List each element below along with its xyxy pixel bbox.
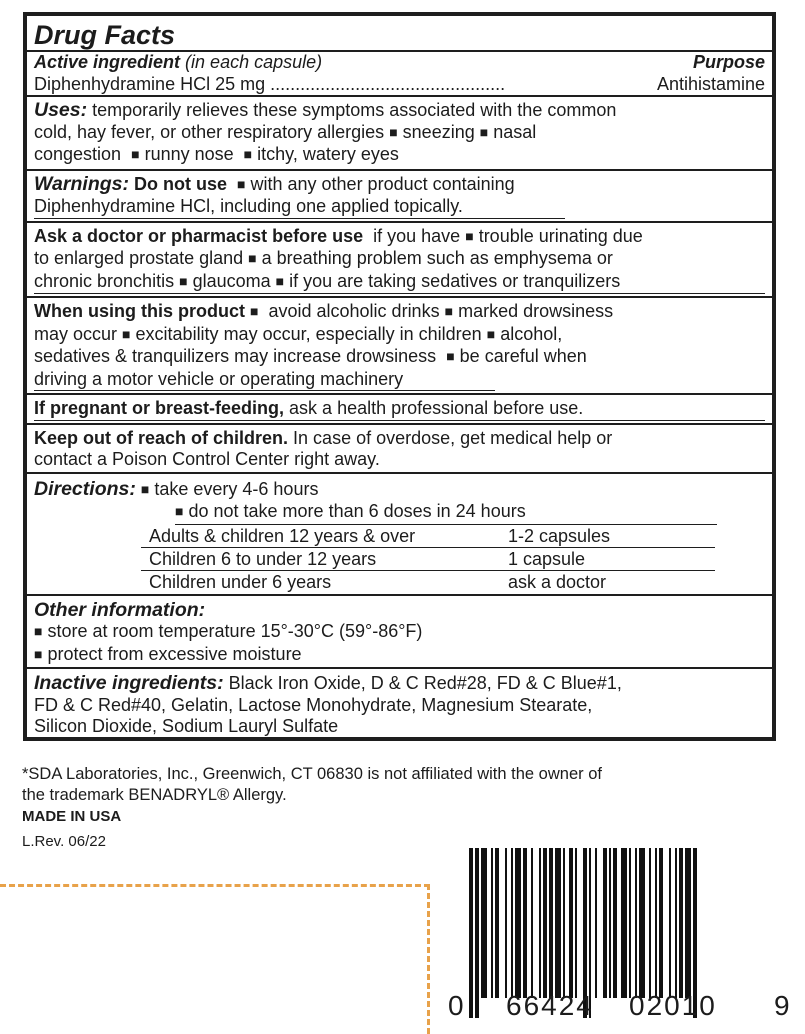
active-ingredient-label: Active ingredient — [34, 52, 181, 72]
barcode-bar — [603, 848, 607, 998]
directions-step-2: do not take more than 6 doses in 24 hours — [188, 501, 526, 521]
when-using-heading: When using this product — [34, 301, 245, 321]
dosage-amount: 1-2 capsules — [508, 525, 611, 546]
uses-nasal: nasal — [493, 121, 537, 142]
bullet-square: ■ — [486, 325, 496, 342]
table-row — [141, 548, 715, 571]
keep-out-line-1: In case of overdose, get medical help or — [293, 427, 613, 448]
pregnant-text: ask a health professional before use. — [289, 398, 584, 418]
upc-barcode — [444, 840, 794, 1024]
barcode-bar — [613, 848, 617, 998]
dashed-cut-line — [0, 884, 430, 1034]
purpose-value: Antihistamine — [656, 73, 765, 94]
bullet-square: ■ — [479, 123, 489, 140]
ask-doctor-urinating: trouble urinating due — [478, 225, 643, 246]
bullet-square: ■ — [34, 645, 43, 662]
uses-congestion: congestion — [34, 144, 122, 164]
table-row — [141, 571, 715, 593]
keep-out-line-2: contact a Poison Control Center right away. — [34, 449, 380, 469]
barcode-bar — [495, 848, 499, 998]
barcode-bar — [595, 848, 597, 998]
made-in-usa: MADE IN USA — [22, 808, 122, 825]
do-not-use-line-1: with any other product containing — [250, 173, 515, 194]
barcode-bar — [669, 848, 671, 998]
barcode-bar — [685, 848, 691, 998]
barcode-bar — [539, 848, 541, 998]
ask-doctor-prostate: to enlarged prostate gland — [34, 248, 244, 268]
barcode-right-digit: 9 — [774, 990, 790, 1021]
bullet-square: ■ — [389, 123, 398, 140]
barcode-bar — [675, 848, 677, 998]
dosage-amount: 1 capsule — [508, 548, 586, 569]
inactive-ingredients-heading: Inactive ingredients: — [34, 672, 224, 694]
active-ingredient-name: Diphenhydramine HCl 25 mg — [34, 73, 266, 94]
barcode-bar — [659, 848, 663, 998]
when-using-driving: driving a motor vehicle or operating machinery — [34, 368, 404, 389]
barcode-bar — [475, 848, 479, 1018]
ask-doctor-bronchitis: chronic bronchitis — [34, 270, 175, 291]
when-using-alcohol: avoid alcoholic drinks — [268, 301, 440, 321]
dosage-who: Children under 6 years — [149, 571, 332, 592]
directions-section — [27, 474, 772, 596]
purpose-label: Purpose — [692, 52, 765, 72]
barcode-bar — [543, 848, 547, 998]
ask-doctor-glaucoma: glaucoma — [192, 270, 271, 291]
barcode-bar — [531, 848, 533, 998]
barcode-bar — [481, 848, 487, 998]
inactive-line-3: Silicon Dioxide, Sodium Lauryl Sulfate — [34, 716, 339, 736]
when-using-excitability: excitability may occur, especially in children — [135, 323, 482, 344]
do-not-use-heading: Do not use — [134, 173, 227, 194]
bullet-square: ■ — [446, 348, 455, 364]
drug-facts-panel — [23, 12, 776, 741]
barcode-bars — [469, 848, 769, 998]
active-ingredient-qualifier: (in each capsule) — [185, 52, 323, 72]
barcode-bar — [563, 848, 565, 998]
barcode-bar — [511, 848, 513, 998]
ask-doctor-intro: if you have — [373, 225, 461, 246]
when-using-alcohol-2: alcohol, — [500, 323, 563, 344]
warnings-section — [27, 171, 772, 474]
inactive-line-1: Black Iron Oxide, D & C Red#28, FD & C Blue#1, — [228, 673, 622, 693]
barcode-bar — [505, 848, 507, 998]
when-using-drowsiness: marked drowsiness — [458, 301, 614, 321]
other-info-moisture: protect from excessive moisture — [47, 643, 302, 664]
keep-out-heading: Keep out of reach of children. — [34, 427, 289, 448]
bullet-square: ■ — [237, 175, 246, 192]
revision-label: L.Rev. 06/22 — [22, 833, 106, 850]
ask-doctor-heading: Ask a doctor or pharmacist before use — [34, 225, 364, 246]
barcode-bar — [523, 848, 527, 998]
manufacturer-footer — [22, 764, 792, 852]
drug-facts-title: Drug Facts — [34, 20, 176, 50]
other-information-heading: Other information: — [34, 598, 206, 621]
barcode-bar — [555, 848, 561, 998]
barcode-bar — [609, 848, 611, 998]
do-not-use-line-2: Diphenhydramine HCl, including one applied topically. — [34, 196, 463, 216]
barcode-bar — [649, 848, 651, 998]
barcode-group-2: 02010 — [629, 990, 717, 1021]
bullet-square: ■ — [248, 250, 257, 266]
bullet-square: ■ — [34, 623, 43, 639]
bullet-square: ■ — [131, 146, 140, 162]
table-row — [141, 525, 715, 548]
uses-runny-nose: runny nose — [144, 144, 234, 164]
other-information-section — [27, 596, 772, 670]
uses-line-2: cold, hay fever, or other respiratory allergies — [34, 121, 385, 142]
dosage-who: Adults & children 12 years & over — [149, 525, 416, 546]
barcode-bar — [469, 848, 473, 1018]
bullet-square: ■ — [122, 325, 131, 342]
barcode-left-digit: 0 — [448, 990, 464, 1021]
barcode-bar — [635, 848, 637, 998]
barcode-group-1: 66424 — [506, 990, 594, 1021]
dosage-who: Children 6 to under 12 years — [149, 548, 377, 569]
disclaimer-line-2: the trademark BENADRYL® Allergy. — [22, 786, 287, 804]
other-info-storage: store at room temperature 15°-30°C (59°-86°F) — [47, 621, 423, 641]
inactive-ingredients-section — [27, 669, 772, 738]
barcode-bar — [639, 848, 645, 998]
when-using-may-occur: may occur — [34, 323, 118, 344]
directions-heading: Directions: — [34, 477, 136, 500]
barcode-bar — [515, 848, 521, 998]
dosage-amount: ask a doctor — [508, 571, 607, 592]
uses-sneezing: sneezing — [402, 121, 475, 142]
barcode-bar — [629, 848, 631, 998]
bullet-square: ■ — [243, 146, 253, 162]
barcode-bar — [549, 848, 553, 998]
barcode-bar — [679, 848, 683, 998]
uses-itchy-eyes: itchy, watery eyes — [257, 144, 399, 164]
ask-doctor-breathing: a breathing problem such as emphysema or — [261, 248, 613, 268]
bullet-square: ■ — [250, 303, 259, 319]
warnings-heading: Warnings: — [34, 172, 129, 195]
inactive-line-2: FD & C Red#40, Gelatin, Lactose Monohydrate, Magnesium Stearate, — [34, 694, 593, 715]
barcode-bar — [575, 848, 577, 998]
leader-dots: ............................................... — [270, 73, 506, 94]
active-ingredient-section — [27, 16, 772, 97]
bullet-square: ■ — [444, 303, 454, 319]
barcode-bar — [569, 848, 573, 998]
disclaimer-line-1: *SDA Laboratories, Inc., Greenwich, CT 06830 is not affiliated with the owner of — [22, 765, 602, 783]
uses-section — [27, 97, 772, 171]
dosage-table — [141, 525, 715, 593]
uses-heading: Uses: — [34, 99, 88, 121]
ask-doctor-sedatives: if you are taking sedatives or tranquilizers — [289, 270, 621, 291]
bullet-square: ■ — [275, 272, 285, 289]
pregnant-heading: If pregnant or breast-feeding, — [34, 398, 285, 418]
bullet-square: ■ — [179, 272, 188, 289]
bullet-square: ■ — [175, 503, 184, 519]
bullet-square: ■ — [140, 480, 150, 497]
directions-step-1: take every 4-6 hours — [154, 478, 319, 499]
uses-line-1: temporarily relieves these symptoms associated with the common — [92, 100, 617, 120]
barcode-bar — [621, 848, 627, 998]
barcode-bar — [655, 848, 657, 998]
when-using-careful: be careful when — [459, 346, 587, 366]
bullet-square: ■ — [465, 227, 474, 244]
when-using-sedatives: sedatives & tranquilizers may increase drowsiness — [34, 346, 437, 366]
barcode-bar — [491, 848, 493, 998]
